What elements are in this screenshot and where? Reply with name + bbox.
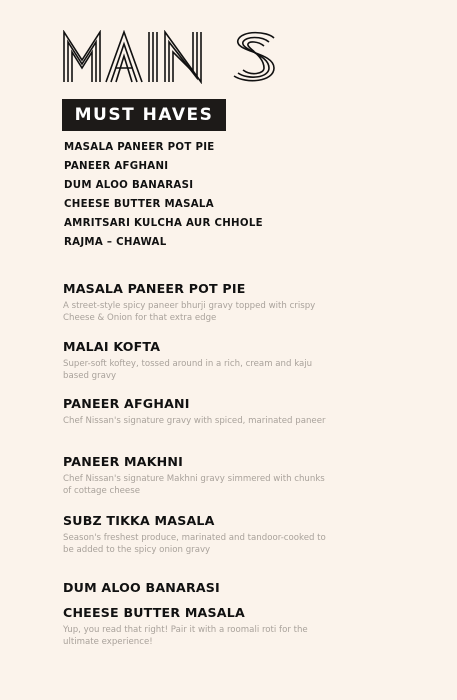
dish-name: MASALA PANEER POT PIE: [63, 281, 246, 296]
title-logotype: [62, 30, 278, 84]
list-item: PANEER AFGHANI: [64, 161, 169, 172]
dish-item: [63, 281, 343, 339]
dish-description: A street-style spicy paneer bhurji gravy topped with crispy Cheese & Onion for that extra edge: [63, 301, 316, 323]
dish-description: Yup, you read that right! Pair it with a roomali roti for the ultimate experience!: [63, 625, 308, 647]
dish-name: MALAI KOFTA: [63, 339, 161, 354]
dish-item: [63, 513, 343, 580]
dish-name: SUBZ TIKKA MASALA: [63, 513, 215, 528]
dish-name: CHEESE BUTTER MASALA: [63, 605, 245, 620]
dish-name: DUM ALOO BANARASI: [63, 580, 220, 595]
dish-description: Super-soft koftey, tossed around in a rich, cream and kaju based gravy: [63, 359, 313, 381]
dish-description: Season's freshest produce, marinated and tandoor-cooked to be added to the spicy onion gravy: [63, 533, 326, 555]
list-item: DUM ALOO BANARASI: [64, 180, 194, 191]
list-item: MASALA PANEER POT PIE: [64, 142, 215, 153]
dish-item: [63, 580, 343, 605]
dish-item: [63, 339, 343, 396]
section-badge-label: MUST HAVES: [74, 105, 214, 125]
dish-name: PANEER MAKHNI: [63, 454, 184, 469]
dish-item: [63, 396, 343, 454]
page-title: [62, 30, 278, 84]
list-item: AMRITSARI KULCHA AUR CHHOLE: [64, 218, 263, 229]
section-badge: [62, 99, 226, 131]
dish-name: PANEER AFGHANI: [63, 396, 190, 411]
dish-description: Chef Nissan's signature gravy with spiced, marinated paneer: [63, 416, 326, 426]
dish-item: [63, 454, 343, 513]
list-item: CHEESE BUTTER MASALA: [64, 199, 214, 210]
dish-list: [63, 281, 343, 648]
list-item: RAJMA – CHAWAL: [64, 237, 167, 248]
dish-description: Chef Nissan's signature Makhni gravy simmered with chunks of cottage cheese: [63, 474, 325, 496]
must-haves-list: [64, 141, 263, 255]
dish-item: [63, 605, 343, 648]
